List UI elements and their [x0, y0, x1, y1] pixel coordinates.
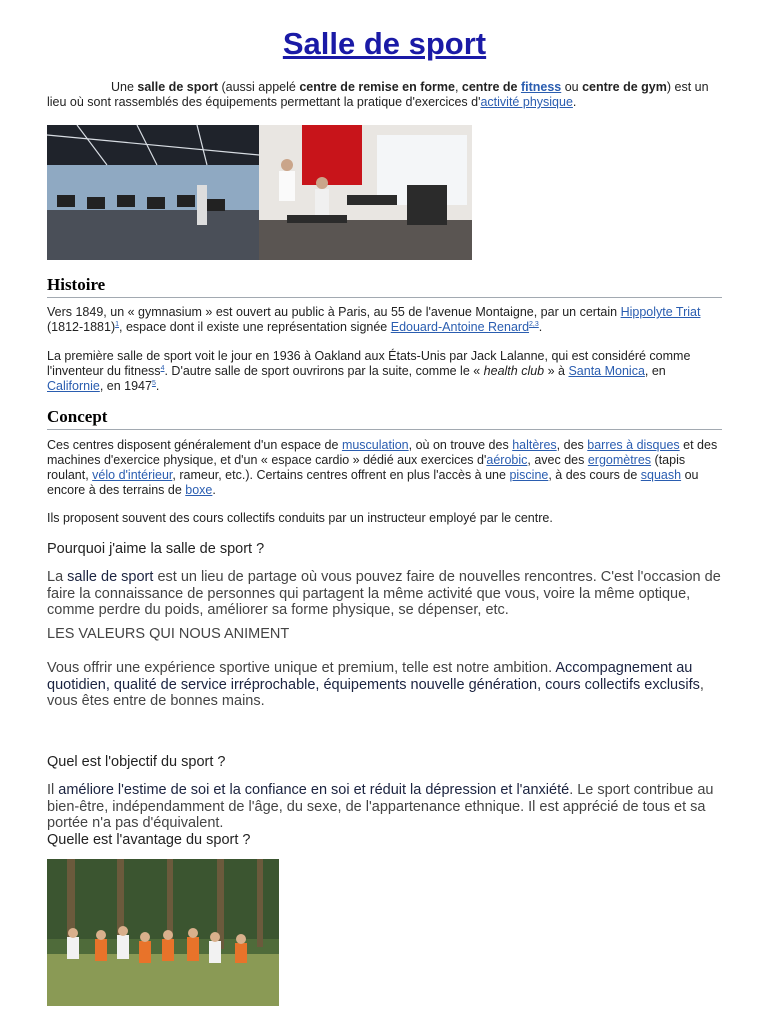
link-fitness[interactable]: fitness [520, 80, 562, 94]
histoire-paragraph-2: La première salle de sport voit le jour en 1936 à Oakland aux États-Unis par Jack Lalanne, qui est considéré comme l'inventeur du fitness$^4$. D'autre salle de sport ouvrirons par la suite, comme le « health club » à Santa Monica, en Californie, en 1947$^5$. [47, 349, 691, 393]
reference-link[interactable]: 2,3 [529, 320, 539, 328]
histoire-paragraph-1: Vers 1849, un « gymnasium » est ouvert au public à Paris, au 55 de l'avenue Montaigne, par un certain Hippolyte Triat (1812-1881)$^1$, espace dont il existe une représentation signée Edouard-Antoine Renard$^{2,3}$. [47, 305, 701, 334]
link-velo-interieur[interactable]: vélo d'intérieur [92, 468, 173, 482]
answer-objectif: Il améliore l'estime de soi et la confiance en soi et réduit la dépression et l'anxiété. Le sport contribue au bien-être, indépendamment de l'âge, du sexe, de l'appartenance ethnique. Il est apprécié de tous et sa portée n'a pas d'équivalent. [47, 782, 714, 831]
link-hippolyte-triat[interactable]: Hippolyte Triat [620, 305, 701, 319]
intro-paragraph: Une salle de sport (aussi appelé centre de remise en forme, centre de fitness ou centre de gym) est un lieu où sont rassemblés des équipements permettant la pratique d'exercices d'activité physique. [47, 80, 709, 109]
concept-paragraph-1: Ces centres disposent généralement d'un espace de musculation, où on trouve des haltères, des barres à disques et des machines d'exercice physique, et d'un « espace cardio » dédié aux exercices d'aérobic, avec des ergomètres (tapis roulant, vélo d'intérieur, rameur, etc.). Certains centres offrent en plus l'accès à une piscine, à des cours de squash ou encore à des terrains de boxe. [47, 438, 718, 497]
link-musculation[interactable]: musculation [341, 438, 409, 452]
link-piscine[interactable]: piscine [509, 468, 549, 482]
question-objectif: Quel est l'objectif du sport ? [47, 754, 226, 770]
answer-pourquoi: La salle de sport est un lieu de partage où vous pouvez faire de nouvelles rencontres. C'est l'occasion de faire la connaissance de personnes qui partagent la même activité que vous, voire la même optique, comme perdre du poids, améliorer sa forme physique, se dépenser, etc. [47, 569, 721, 618]
link-squash[interactable]: squash [640, 468, 682, 482]
link-halteres[interactable]: haltères [512, 438, 557, 452]
gym-photo [47, 125, 472, 260]
link-activite-physique[interactable]: activité physique [480, 95, 573, 109]
link-boxe[interactable]: boxe [185, 483, 213, 497]
link-ergometres[interactable]: ergomètres [587, 453, 652, 467]
section-heading-histoire: Histoire [47, 275, 722, 298]
reference-link[interactable]: 4 [160, 364, 165, 372]
link-californie[interactable]: Californie [47, 379, 100, 393]
link-aerobic[interactable]: aérobic [486, 453, 528, 467]
valeurs-heading: LES VALEURS QUI NOUS ANIMENT [47, 626, 290, 642]
question-pourquoi: Pourquoi j'aime la salle de sport ? [47, 541, 265, 557]
section-heading-concept: Concept [47, 407, 722, 430]
question-avantage: Quelle est l'avantage du sport ? [47, 832, 251, 848]
reference-link[interactable]: 5 [151, 379, 156, 387]
page-title: Salle de sport [282, 26, 487, 61]
link-barres-a-disques[interactable]: barres à disques [587, 438, 680, 452]
concept-paragraph-2: Ils proposent souvent des cours collectifs conduits par un instructeur employé par le centre. [47, 511, 553, 525]
valeurs-paragraph: Vous offrir une expérience sportive unique et premium, telle est notre ambition. Accompagnement au quotidien, qualité de service irréprochable, équipements nouvelle génération, cours collectifs exclusifs, vous êtes entre de bonnes mains. [47, 660, 704, 709]
link-edouard-antoine-renard[interactable]: Edouard-Antoine Renard [390, 320, 530, 334]
reference-link[interactable]: 1 [115, 320, 120, 328]
running-photo [47, 859, 279, 1006]
link-santa-monica[interactable]: Santa Monica [568, 364, 645, 378]
